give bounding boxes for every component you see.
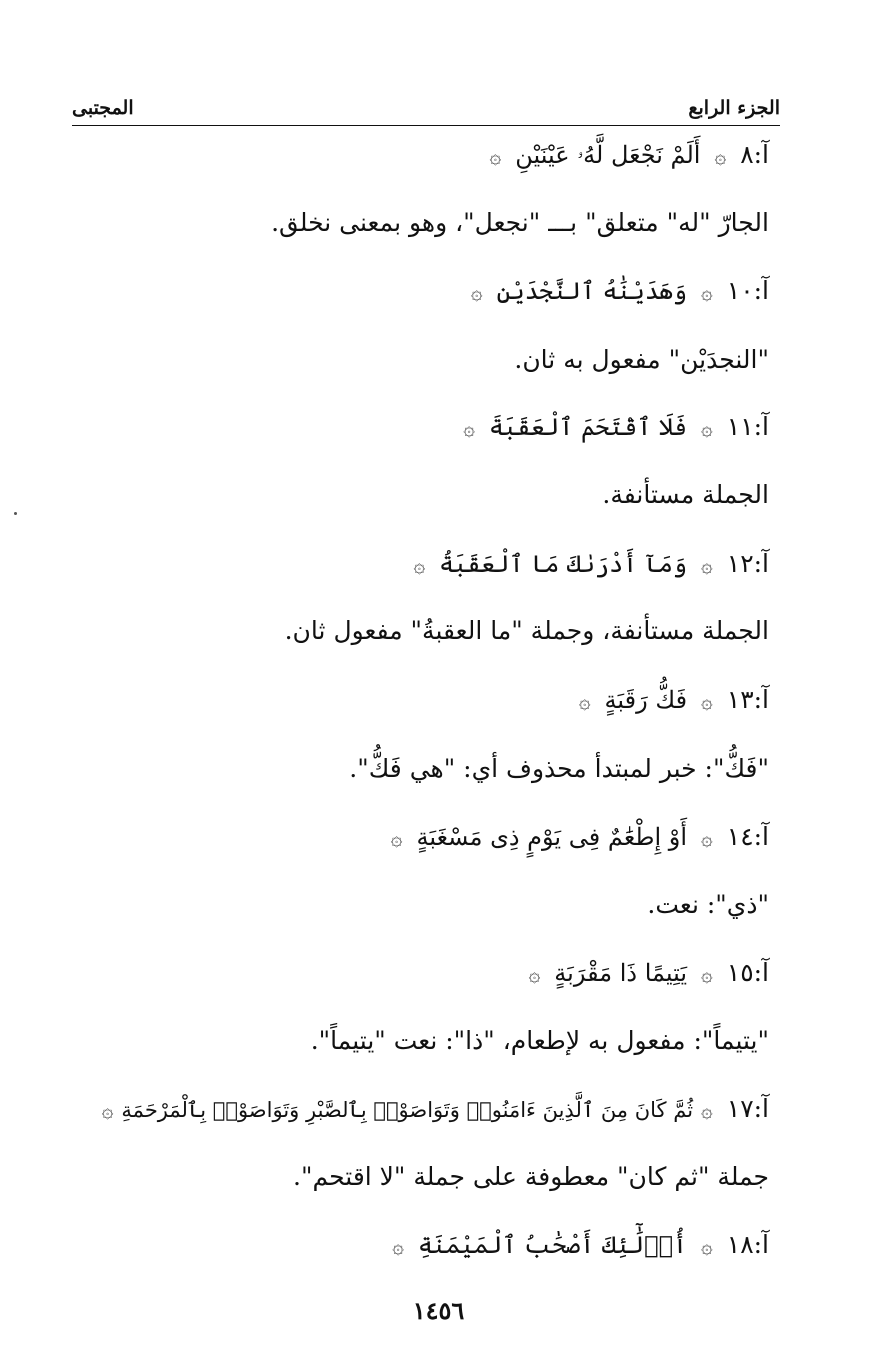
- ayah-line-11: [463, 410, 769, 445]
- ayah-reference: آ:١٤: [726, 822, 769, 851]
- commentary-line: "ذي": نعت.: [647, 890, 769, 919]
- running-head: [72, 95, 780, 126]
- quran-text: فَلَا ٱقْتَحَمَ ٱلْعَقَبَةَ: [488, 413, 688, 441]
- ayah-line-18: [392, 1228, 769, 1263]
- quran-text: أَوْ إِطْعَٰمٌ فِى يَوْمٍ ذِى مَسْغَبَةٍ: [416, 823, 688, 851]
- book-title: المجتبى: [72, 97, 134, 119]
- quran-text: وَهَدَيْنَٰهُ ٱلنَّجْدَيْنِ: [496, 277, 688, 305]
- commentary-line: الجملة مستأنفة، وجملة "ما العقبةُ" مفعول ثان.: [284, 616, 769, 645]
- ornament-close-icon: ۞: [578, 689, 591, 713]
- ornament-close-icon: ۞: [413, 553, 426, 577]
- ayah-reference: آ:١٧: [726, 1094, 769, 1123]
- ornament-open-icon: ۞: [701, 1098, 713, 1122]
- ornament-close-icon: ۞: [463, 416, 475, 440]
- quran-text: فَكُّ رَقَبَةٍ: [604, 686, 688, 714]
- quran-text: يَتِيمًا ذَا مَقْرَبَةٍ: [554, 959, 688, 987]
- commentary-line: الجملة مستأنفة.: [602, 480, 769, 509]
- ornament-close-icon: ۞: [101, 1098, 114, 1122]
- part-title: الجزء الرابع: [688, 97, 780, 119]
- quran-text: أُو۟لَٰٓئِكَ أَصْحَٰبُ ٱلْمَيْمَنَةِ: [417, 1231, 688, 1259]
- margin-mark: [14, 512, 17, 515]
- ornament-open-icon: ۞: [701, 826, 713, 850]
- quran-text: وَمَآ أَدْرَىٰكَ مَا ٱلْعَقَبَةُ: [439, 550, 688, 578]
- ayah-reference: آ:١٠: [726, 276, 769, 305]
- ayah-reference: آ:١٣: [726, 685, 769, 714]
- ornament-close-icon: ۞: [489, 144, 502, 168]
- commentary-line: "فَكُّ": خبر لمبتدأ محذوف أي: "هي فَكُّ".: [349, 754, 769, 783]
- ornament-open-icon: ۞: [701, 416, 713, 440]
- quran-text: ثُمَّ كَانَ مِنَ ٱلَّذِينَ ءَامَنُوا۟ وَتَوَاصَوْا۟ بِٱلصَّبْرِ وَتَوَاصَوْا۟ بِٱلْمَرْحَمَةِ: [121, 1098, 694, 1122]
- ayah-reference: آ:١٢: [726, 549, 769, 578]
- ayah-line-15: [529, 956, 769, 991]
- ayah-line-12: [413, 547, 769, 582]
- ornament-close-icon: ۞: [390, 826, 403, 850]
- ornament-open-icon: ۞: [714, 144, 727, 168]
- ornament-close-icon: ۞: [470, 280, 483, 304]
- ayah-reference: آ:٨: [740, 140, 769, 169]
- ayah-line-10: [471, 274, 769, 309]
- ornament-open-icon: ۞: [701, 280, 713, 304]
- ayah-line-17: [102, 1092, 769, 1127]
- commentary-line: "يتيماً": مفعول به لإطعام، "ذا": نعت "يتيماً".: [310, 1026, 769, 1055]
- quran-text: أَلَمْ نَجْعَل لَّهُۥ عَيْنَيْنِ: [515, 141, 701, 169]
- ayah-line-14: [391, 820, 769, 855]
- ornament-close-icon: ۞: [392, 1234, 404, 1258]
- commentary-line: جملة "ثم كان" معطوفة على جملة "لا اقتحم".: [293, 1162, 769, 1191]
- ornament-open-icon: ۞: [701, 1234, 713, 1258]
- page-number: ١٤٥٦: [412, 1296, 465, 1325]
- ornament-open-icon: ۞: [701, 553, 713, 577]
- ornament-open-icon: ۞: [701, 962, 713, 986]
- ayah-reference: آ:١١: [726, 412, 769, 441]
- ayah-line-13: [579, 683, 769, 718]
- ayah-reference: آ:١٨: [726, 1230, 769, 1259]
- ornament-open-icon: ۞: [701, 689, 713, 713]
- ornament-close-icon: ۞: [528, 962, 541, 986]
- ayah-line-8: [489, 138, 769, 173]
- ayah-reference: آ:١٥: [726, 958, 769, 987]
- commentary-line: الجارّ "له" متعلق" بـــ "نجعل"، وهو بمعنى نخلق.: [271, 208, 769, 237]
- commentary-line: "النجدَيْن" مفعول به ثان.: [514, 345, 769, 374]
